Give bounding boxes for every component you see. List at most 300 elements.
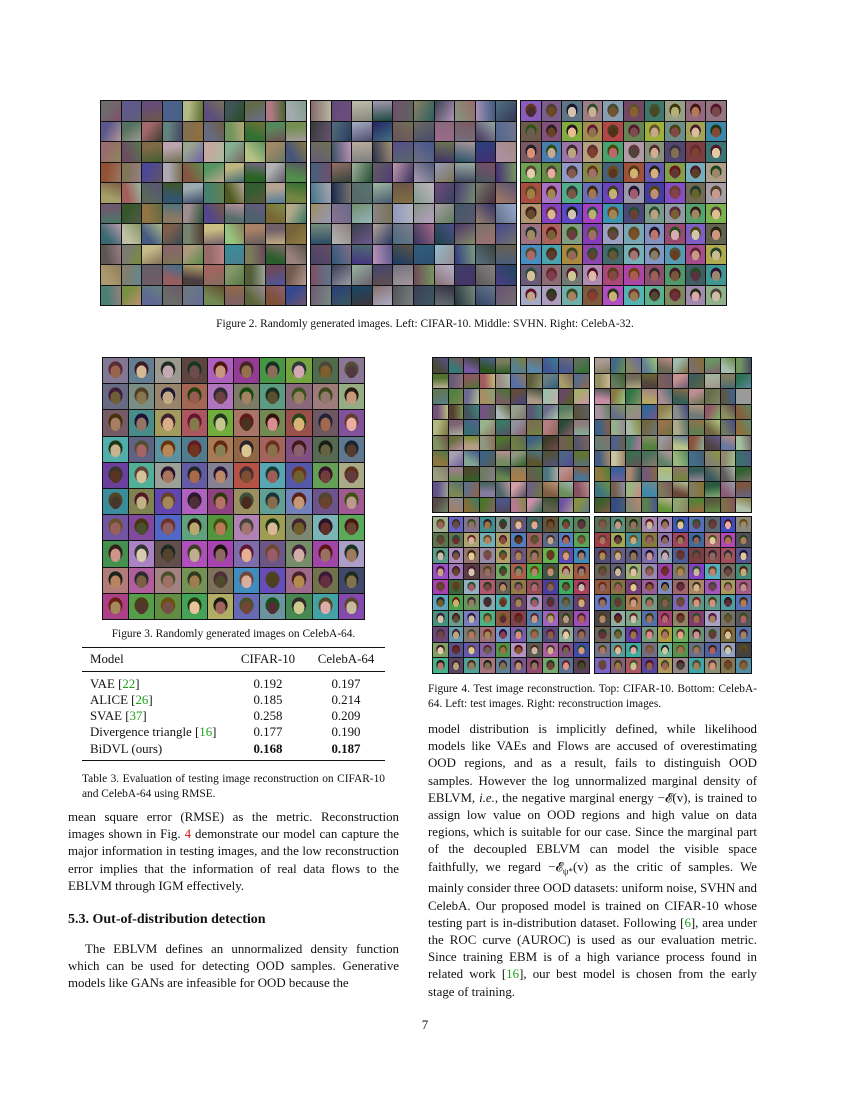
figure4-cifar10-reconstructions bbox=[594, 357, 752, 513]
sample-image-tile bbox=[736, 374, 751, 389]
sample-image-tile bbox=[476, 265, 496, 285]
sample-image-tile bbox=[595, 389, 610, 404]
sample-image-tile bbox=[542, 183, 562, 203]
sample-image-tile bbox=[449, 658, 464, 673]
sample-image-tile bbox=[464, 595, 479, 610]
sample-image-tile bbox=[543, 627, 558, 642]
sample-image-tile bbox=[496, 533, 511, 548]
sample-image-tile bbox=[245, 122, 265, 142]
sample-image-tile bbox=[332, 183, 352, 203]
sample-image-tile bbox=[496, 286, 516, 306]
sample-image-tile bbox=[433, 517, 448, 532]
sample-image-tile bbox=[313, 437, 338, 462]
sample-image-tile bbox=[665, 122, 685, 142]
sample-image-tile bbox=[414, 122, 434, 142]
sample-image-tile bbox=[721, 467, 736, 482]
sample-image-tile bbox=[433, 467, 448, 482]
sample-image-tile bbox=[626, 358, 641, 373]
sample-image-tile bbox=[204, 142, 224, 162]
sample-image-tile bbox=[496, 627, 511, 642]
sample-image-tile bbox=[435, 163, 455, 183]
sample-image-tile bbox=[626, 374, 641, 389]
sample-image-tile bbox=[449, 548, 464, 563]
sample-image-tile bbox=[574, 564, 589, 579]
sample-image-tile bbox=[103, 489, 128, 514]
sample-image-tile bbox=[311, 286, 331, 306]
sample-image-tile bbox=[562, 122, 582, 142]
figure4-celeba64-reconstructions bbox=[594, 516, 752, 674]
sample-image-tile bbox=[311, 142, 331, 162]
sample-image-tile bbox=[286, 265, 306, 285]
sample-image-tile bbox=[313, 489, 338, 514]
right-paragraph bbox=[428, 721, 757, 1001]
sample-image-tile bbox=[543, 580, 558, 595]
sample-image-tile bbox=[689, 564, 704, 579]
sample-image-tile bbox=[736, 548, 751, 563]
sample-image-tile bbox=[449, 595, 464, 610]
sample-image-tile bbox=[142, 286, 162, 306]
sample-image-tile bbox=[611, 420, 626, 435]
sample-image-tile bbox=[658, 467, 673, 482]
sample-image-tile bbox=[574, 482, 589, 497]
sample-image-tile bbox=[689, 420, 704, 435]
sample-image-tile bbox=[414, 142, 434, 162]
sample-image-tile bbox=[624, 286, 644, 306]
sample-image-tile bbox=[449, 643, 464, 658]
sample-image-tile bbox=[543, 436, 558, 451]
sample-image-tile bbox=[208, 437, 233, 462]
sample-image-tile bbox=[673, 482, 688, 497]
sample-image-tile bbox=[595, 564, 610, 579]
sample-image-tile bbox=[414, 101, 434, 121]
sample-image-tile bbox=[721, 517, 736, 532]
sample-image-tile bbox=[182, 541, 207, 566]
sample-image-tile bbox=[373, 224, 393, 244]
sample-image-tile bbox=[208, 358, 233, 383]
citation-link[interactable]: 37 bbox=[129, 709, 143, 724]
sample-image-tile bbox=[260, 358, 285, 383]
sample-image-tile bbox=[332, 204, 352, 224]
sample-image-tile bbox=[736, 482, 751, 497]
sample-image-tile bbox=[583, 286, 603, 306]
sample-image-tile bbox=[449, 517, 464, 532]
sample-image-tile bbox=[373, 122, 393, 142]
sample-image-tile bbox=[480, 611, 495, 626]
sample-image-tile bbox=[527, 658, 542, 673]
sample-image-tile bbox=[511, 451, 526, 466]
sample-image-tile bbox=[542, 142, 562, 162]
sample-image-tile bbox=[595, 405, 610, 420]
sample-image-tile bbox=[455, 142, 475, 162]
sample-image-tile bbox=[689, 374, 704, 389]
sample-image-tile bbox=[480, 533, 495, 548]
sample-image-tile bbox=[706, 286, 726, 306]
sample-image-tile bbox=[352, 224, 372, 244]
sample-image-tile bbox=[559, 627, 574, 642]
figure2-cifar10-samples bbox=[100, 100, 307, 306]
sample-image-tile bbox=[496, 611, 511, 626]
cifar10-rmse: 0.192 bbox=[253, 676, 283, 691]
sample-image-tile bbox=[480, 467, 495, 482]
sample-image-tile bbox=[414, 204, 434, 224]
sample-image-tile bbox=[155, 541, 180, 566]
sample-image-tile bbox=[449, 627, 464, 642]
sample-image-tile bbox=[543, 405, 558, 420]
sample-image-tile bbox=[658, 498, 673, 513]
sample-image-tile bbox=[433, 595, 448, 610]
sample-image-tile bbox=[313, 594, 338, 619]
sample-image-tile bbox=[208, 489, 233, 514]
table3-row bbox=[82, 709, 385, 725]
sample-image-tile bbox=[311, 265, 331, 285]
sample-image-tile bbox=[721, 482, 736, 497]
sample-image-tile bbox=[527, 389, 542, 404]
sample-image-tile bbox=[101, 183, 121, 203]
sample-image-tile bbox=[122, 142, 142, 162]
sample-image-tile bbox=[225, 245, 245, 265]
sample-image-tile bbox=[574, 658, 589, 673]
sample-image-tile bbox=[574, 467, 589, 482]
sample-image-tile bbox=[101, 122, 121, 142]
table3-caption: Table 3. Evaluation of testing image reconstruction on CIFAR-10 and CelebA-64 using RMSE. bbox=[82, 773, 385, 800]
sample-image-tile bbox=[624, 265, 644, 285]
sample-image-tile bbox=[543, 358, 558, 373]
sample-image-tile bbox=[352, 286, 372, 306]
sample-image-tile bbox=[642, 564, 657, 579]
sample-image-tile bbox=[464, 467, 479, 482]
sample-image-tile bbox=[626, 482, 641, 497]
sample-image-tile bbox=[542, 286, 562, 306]
sample-image-tile bbox=[234, 489, 259, 514]
sample-image-tile bbox=[480, 389, 495, 404]
sample-image-tile bbox=[155, 489, 180, 514]
sample-image-tile bbox=[182, 384, 207, 409]
sample-image-tile bbox=[339, 384, 364, 409]
sample-image-tile bbox=[736, 627, 751, 642]
sample-image-tile bbox=[559, 451, 574, 466]
sample-image-tile bbox=[642, 405, 657, 420]
sample-image-tile bbox=[496, 451, 511, 466]
celeba64-rmse: 0.190 bbox=[331, 725, 361, 740]
sample-image-tile bbox=[480, 595, 495, 610]
sample-image-tile bbox=[559, 611, 574, 626]
sample-image-tile bbox=[455, 183, 475, 203]
sample-image-tile bbox=[736, 658, 751, 673]
citation-link[interactable]: 16 bbox=[199, 725, 213, 740]
table3-row bbox=[82, 692, 385, 708]
sample-image-tile bbox=[155, 594, 180, 619]
sample-image-tile bbox=[332, 286, 352, 306]
sample-image-tile bbox=[234, 410, 259, 435]
sample-image-tile bbox=[449, 533, 464, 548]
sample-image-tile bbox=[433, 498, 448, 513]
sample-image-tile bbox=[464, 580, 479, 595]
sample-image-tile bbox=[266, 224, 286, 244]
sample-image-tile bbox=[182, 463, 207, 488]
left-paragraph-2: The EBLVM defines an unnormalized density function which can be used for detecting OOD samples. Generative models like GANs are infeasible for OOD because the bbox=[68, 942, 399, 991]
sample-image-tile bbox=[511, 564, 526, 579]
sample-image-tile bbox=[624, 245, 644, 265]
sample-image-tile bbox=[527, 405, 542, 420]
sample-image-tile bbox=[689, 405, 704, 420]
sample-image-tile bbox=[559, 436, 574, 451]
sample-image-tile bbox=[521, 204, 541, 224]
sample-image-tile bbox=[496, 482, 511, 497]
sample-image-tile bbox=[311, 204, 331, 224]
sample-image-tile bbox=[433, 564, 448, 579]
figure4-caption: Figure 4. Test image reconstruction. Top: CIFAR-10. Bottom: CelebA-64. Left: test images. Right: reconstruction images. bbox=[428, 683, 757, 710]
sample-image-tile bbox=[464, 643, 479, 658]
sample-image-tile bbox=[208, 410, 233, 435]
sample-image-tile bbox=[736, 467, 751, 482]
sample-image-tile bbox=[595, 467, 610, 482]
sample-image-tile bbox=[286, 463, 311, 488]
sample-image-tile bbox=[332, 224, 352, 244]
sample-image-tile bbox=[574, 627, 589, 642]
sample-image-tile bbox=[574, 358, 589, 373]
sample-image-tile bbox=[480, 564, 495, 579]
sample-image-tile bbox=[645, 286, 665, 306]
citation-6-link[interactable]: 6 bbox=[684, 915, 691, 930]
sample-image-tile bbox=[595, 658, 610, 673]
sample-image-tile bbox=[435, 204, 455, 224]
sample-image-tile bbox=[645, 204, 665, 224]
sample-image-tile bbox=[626, 467, 641, 482]
sample-image-tile bbox=[689, 643, 704, 658]
sample-image-tile bbox=[225, 122, 245, 142]
figure3-caption: Figure 3. Randomly generated images on CelebA-64. bbox=[111, 628, 356, 640]
sample-image-tile bbox=[103, 384, 128, 409]
sample-image-tile bbox=[624, 163, 644, 183]
sample-image-tile bbox=[658, 595, 673, 610]
sample-image-tile bbox=[543, 643, 558, 658]
sample-image-tile bbox=[480, 658, 495, 673]
sample-image-tile bbox=[686, 122, 706, 142]
sample-image-tile bbox=[527, 374, 542, 389]
sample-image-tile bbox=[476, 101, 496, 121]
sample-image-tile bbox=[527, 533, 542, 548]
sample-image-tile bbox=[260, 437, 285, 462]
sample-image-tile bbox=[705, 643, 720, 658]
sample-image-tile bbox=[689, 595, 704, 610]
sample-image-tile bbox=[562, 245, 582, 265]
table3-row bbox=[82, 725, 385, 741]
sample-image-tile bbox=[705, 498, 720, 513]
sample-image-tile bbox=[673, 595, 688, 610]
sample-image-tile bbox=[182, 515, 207, 540]
sample-image-tile bbox=[705, 548, 720, 563]
sample-image-tile bbox=[521, 286, 541, 306]
sample-image-tile bbox=[339, 515, 364, 540]
sample-image-tile bbox=[721, 533, 736, 548]
left-paragraph-1-part-a: mean square error (RMSE) as the metric. Reconstruction images shown in Fig. bbox=[68, 810, 399, 842]
sample-image-tile bbox=[574, 374, 589, 389]
sample-image-tile bbox=[183, 122, 203, 142]
sample-image-tile bbox=[313, 541, 338, 566]
sample-image-tile bbox=[286, 437, 311, 462]
sample-image-tile bbox=[204, 183, 224, 203]
sample-image-tile bbox=[603, 265, 623, 285]
table3-header-cifar: CIFAR-10 bbox=[240, 651, 296, 666]
sample-image-tile bbox=[155, 568, 180, 593]
sample-image-tile bbox=[543, 611, 558, 626]
sample-image-tile bbox=[332, 245, 352, 265]
sample-image-tile bbox=[496, 658, 511, 673]
sample-image-tile bbox=[129, 515, 154, 540]
sample-image-tile bbox=[658, 389, 673, 404]
sample-image-tile bbox=[706, 101, 726, 121]
sample-image-tile bbox=[155, 437, 180, 462]
sample-image-tile bbox=[642, 358, 657, 373]
sample-image-tile bbox=[208, 463, 233, 488]
sample-image-tile bbox=[543, 467, 558, 482]
sample-image-tile bbox=[266, 245, 286, 265]
sample-image-tile bbox=[286, 286, 306, 306]
sample-image-tile bbox=[183, 142, 203, 162]
sample-image-tile bbox=[595, 595, 610, 610]
sample-image-tile bbox=[689, 451, 704, 466]
sample-image-tile bbox=[245, 245, 265, 265]
sample-image-tile bbox=[562, 163, 582, 183]
citation-16-link[interactable]: 16 bbox=[506, 967, 520, 982]
sample-image-tile bbox=[511, 405, 526, 420]
sample-image-tile bbox=[433, 548, 448, 563]
sample-image-tile bbox=[658, 627, 673, 642]
sample-image-tile bbox=[433, 374, 448, 389]
sample-image-tile bbox=[736, 580, 751, 595]
left-paragraph-1 bbox=[68, 809, 399, 895]
sample-image-tile bbox=[142, 122, 162, 142]
sample-image-tile bbox=[511, 533, 526, 548]
sample-image-tile bbox=[626, 658, 641, 673]
sample-image-tile bbox=[673, 498, 688, 513]
sample-image-tile bbox=[332, 122, 352, 142]
sample-image-tile bbox=[373, 286, 393, 306]
sample-image-tile bbox=[433, 358, 448, 373]
sample-image-tile bbox=[689, 611, 704, 626]
sample-image-tile bbox=[511, 548, 526, 563]
sample-image-tile bbox=[480, 374, 495, 389]
sample-image-tile bbox=[339, 358, 364, 383]
sample-image-tile bbox=[449, 580, 464, 595]
sample-image-tile bbox=[433, 580, 448, 595]
sample-image-tile bbox=[626, 389, 641, 404]
sample-image-tile bbox=[266, 204, 286, 224]
sample-image-tile bbox=[686, 286, 706, 306]
sample-image-tile bbox=[414, 245, 434, 265]
sample-image-tile bbox=[311, 101, 331, 121]
sample-image-tile bbox=[705, 405, 720, 420]
citation-link[interactable]: 22 bbox=[122, 676, 136, 691]
sample-image-tile bbox=[574, 580, 589, 595]
sample-image-tile bbox=[245, 224, 265, 244]
model-name: SVAE bbox=[90, 709, 122, 724]
sample-image-tile bbox=[705, 436, 720, 451]
sample-image-tile bbox=[611, 643, 626, 658]
sample-image-tile bbox=[689, 358, 704, 373]
sample-image-tile bbox=[373, 101, 393, 121]
sample-image-tile bbox=[286, 224, 306, 244]
sample-image-tile bbox=[464, 564, 479, 579]
sample-image-tile bbox=[574, 389, 589, 404]
sample-image-tile bbox=[721, 358, 736, 373]
sample-image-tile bbox=[705, 658, 720, 673]
sample-image-tile bbox=[645, 183, 665, 203]
sample-image-tile bbox=[706, 163, 726, 183]
sample-image-tile bbox=[689, 467, 704, 482]
sample-image-tile bbox=[414, 224, 434, 244]
citation-link[interactable]: 26 bbox=[135, 692, 149, 707]
sample-image-tile bbox=[624, 224, 644, 244]
sample-image-tile bbox=[595, 611, 610, 626]
figure-4-link[interactable]: 4 bbox=[184, 827, 192, 842]
sample-image-tile bbox=[393, 163, 413, 183]
sample-image-tile bbox=[339, 568, 364, 593]
table3-header-model: Model bbox=[90, 651, 124, 666]
table3 bbox=[82, 647, 385, 761]
sample-image-tile bbox=[542, 101, 562, 121]
sample-image-tile bbox=[673, 580, 688, 595]
sample-image-tile bbox=[642, 627, 657, 642]
sample-image-tile bbox=[286, 122, 306, 142]
sample-image-tile bbox=[645, 163, 665, 183]
sample-image-tile bbox=[542, 224, 562, 244]
figure4-cifar10-test-images bbox=[432, 357, 590, 513]
sample-image-tile bbox=[163, 122, 183, 142]
sample-image-tile bbox=[721, 611, 736, 626]
sample-image-tile bbox=[689, 482, 704, 497]
sample-image-tile bbox=[658, 482, 673, 497]
sample-image-tile bbox=[496, 564, 511, 579]
sample-image-tile bbox=[658, 611, 673, 626]
sample-image-tile bbox=[574, 420, 589, 435]
sample-image-tile bbox=[101, 204, 121, 224]
sample-image-tile bbox=[234, 594, 259, 619]
celeba64-rmse: 0.214 bbox=[331, 692, 361, 707]
sample-image-tile bbox=[433, 658, 448, 673]
sample-image-tile bbox=[352, 265, 372, 285]
sample-image-tile bbox=[626, 533, 641, 548]
sample-image-tile bbox=[313, 463, 338, 488]
sample-image-tile bbox=[542, 163, 562, 183]
sample-image-tile bbox=[155, 515, 180, 540]
sample-image-tile bbox=[706, 122, 726, 142]
sample-image-tile bbox=[266, 142, 286, 162]
sample-image-tile bbox=[626, 595, 641, 610]
sample-image-tile bbox=[455, 224, 475, 244]
sample-image-tile bbox=[142, 265, 162, 285]
sample-image-tile bbox=[129, 594, 154, 619]
sample-image-tile bbox=[225, 163, 245, 183]
sample-image-tile bbox=[393, 142, 413, 162]
sample-image-tile bbox=[101, 101, 121, 121]
sample-image-tile bbox=[142, 245, 162, 265]
sample-image-tile bbox=[245, 163, 265, 183]
sample-image-tile bbox=[665, 245, 685, 265]
sample-image-tile bbox=[736, 533, 751, 548]
sample-image-tile bbox=[435, 101, 455, 121]
sample-image-tile bbox=[705, 358, 720, 373]
sample-image-tile bbox=[101, 265, 121, 285]
sample-image-tile bbox=[260, 463, 285, 488]
table3-model-cell: Divergence triangle [16] bbox=[90, 725, 217, 740]
sample-image-tile bbox=[686, 163, 706, 183]
sample-image-tile bbox=[311, 183, 331, 203]
sample-image-tile bbox=[103, 568, 128, 593]
sample-image-tile bbox=[142, 101, 162, 121]
sample-image-tile bbox=[435, 286, 455, 306]
sample-image-tile bbox=[234, 358, 259, 383]
